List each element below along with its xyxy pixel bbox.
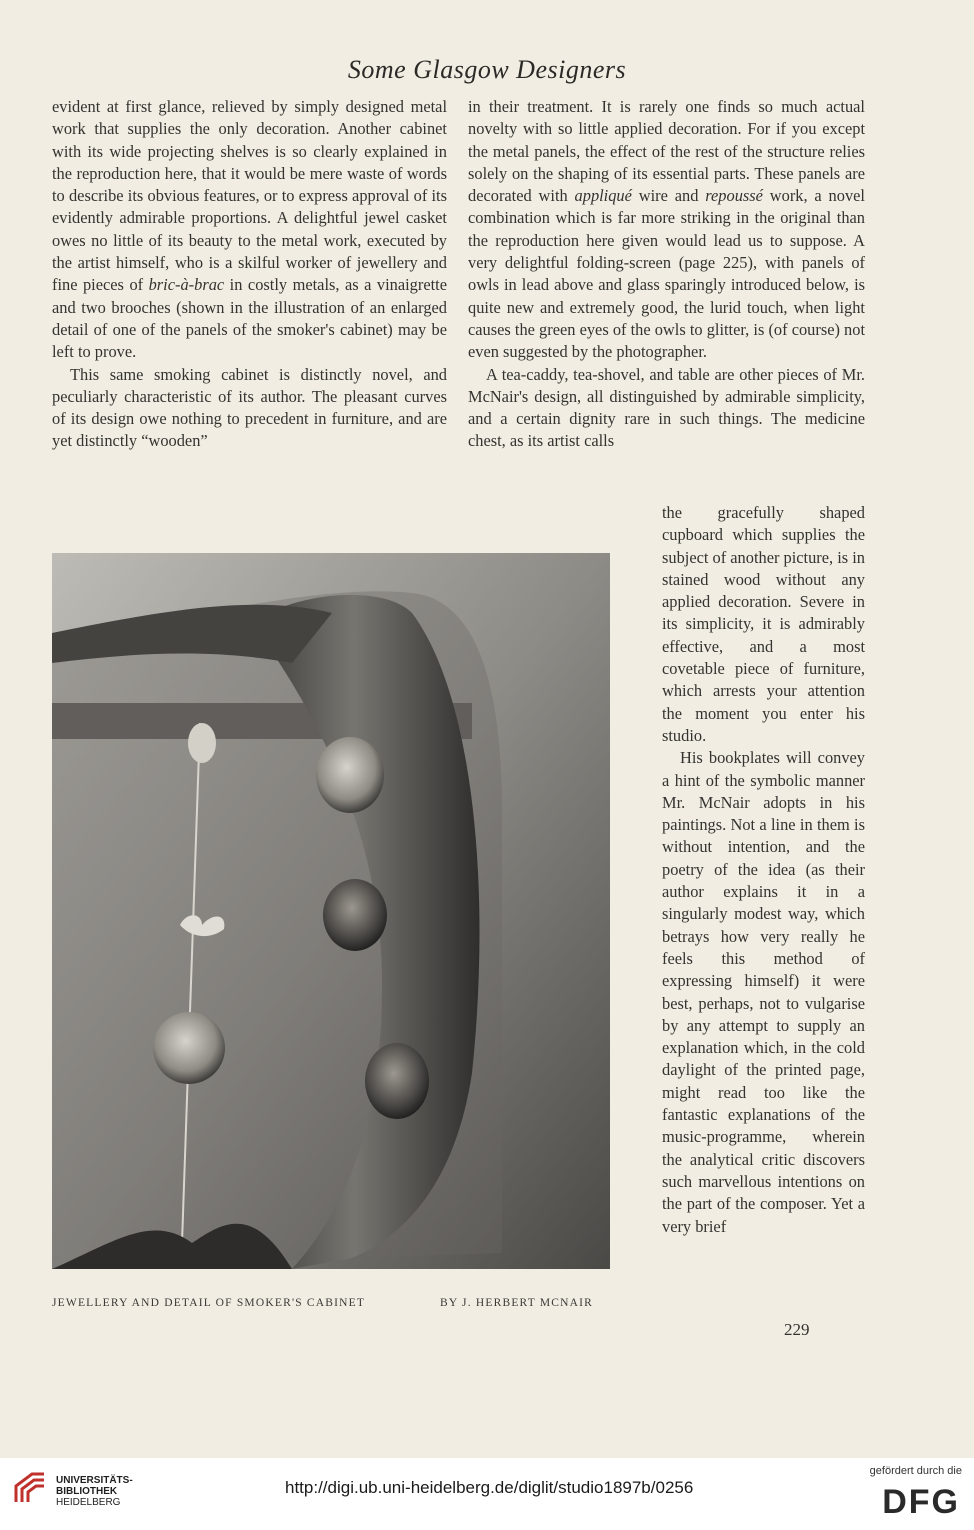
library-line: BIBLIOTHEK	[56, 1486, 118, 1497]
metal-panel-disc	[365, 1043, 429, 1119]
metal-panel-disc	[316, 737, 384, 813]
italic-term: repoussé	[705, 186, 763, 206]
funded-by-label: gefördert durch die	[869, 1465, 962, 1477]
brooch-pendant	[153, 1012, 225, 1084]
text-run: in their treatment. It is rarely one finds so much actual novelty with so little applied decoration. For if you except the metal panels, the effect of the rest of the structure relies solely on the shaping of its essential parts. These panels are decorated with	[468, 97, 865, 206]
text-run: in costly metals, as a vinaigrette and two brooches (shown in the illustration of an enlarged detail of one of the panels of the smoker's cabinet) may be left to prove.	[52, 275, 447, 362]
text-run: work, a novel combination which is far more striking in the original than the reproduction here given would lead us to suppose. A very delightful folding-screen (page 225), with panels of owls in lead above and glass sparingly introduced below, is quite new and extremely good, the lurid touch, when light causes the green eyes of the owls to glitter, is (of course) not even suggested by the photographer.	[468, 186, 865, 362]
metal-panel-disc	[323, 879, 387, 951]
page-number: 229	[784, 1320, 810, 1339]
vinaigrette-top	[188, 723, 216, 763]
narrow-paragraph-2: His bookplates will convey a hint of the symbolic manner Mr. McNair adopts in his paintings. Not a line in them is without intention, and the poetry of the idea (as their author explains it in a singularly modest way, which betrays how very really he feels this method of expressing himself) it were best, perhaps, not to vulgarise by any attempt to supply an explanation which, in the cold daylight of the printed page, might read too like the fantastic explanations of the music-programme, wherein the analytical critic discovers such marvellous intentions on the part of the composer. Yet a very brief	[662, 748, 865, 1236]
library-logo-icon	[10, 1468, 50, 1508]
page-title: Some Glasgow Designers	[347, 55, 627, 84]
narrow-paragraph-1: the gracefully shaped cupboard which supplies the subject of another picture, is in stained wood without any applied decoration. Severe in its simplicity, it is admirably effective, and a most covetable piece of furniture, which arrests your attention the moment you enter his studio.	[662, 503, 866, 745]
left-text-column	[52, 96, 447, 453]
left-paragraph-1	[52, 96, 447, 364]
digital-library-footer	[0, 1458, 974, 1530]
cabinet-illustration	[52, 553, 610, 1269]
right-paragraph-2: A tea-caddy, tea-shovel, and table are other pieces of Mr. McNair's design, all distinguished by admirable simplicity, and a certain dignity rare in such things. The medicine chest, as its artist calls	[468, 364, 865, 451]
library-line: UNIVERSITÄTS-	[56, 1475, 133, 1486]
italic-term: bric-à-brac	[148, 275, 225, 295]
italic-term: appliqué	[574, 186, 632, 206]
figure-caption: JEWELLERY AND DETAIL OF SMOKER'S CABINET	[52, 1297, 366, 1309]
permalink-url[interactable]: http://digi.ub.uni-heidelberg.de/diglit/studio1897b/0256	[285, 1478, 694, 1497]
text-run: evident at first glance, relieved by simply designed metal work that supplies the only decoration. Another cabinet with its wide projecting shelves is so clearly explained in the reproduction here, that it would be mere waste of words to describe its obvious features, or to express approval of its evidently admirable proportions. A delightful jewel casket owes no little of its beauty to the metal work, executed by the artist himself, who is a skilful worker of jewellery and fine pieces of	[52, 97, 447, 295]
dfg-logo: DFG	[882, 1483, 960, 1521]
cabinet-photograph	[52, 553, 610, 1269]
right-paragraph-1	[468, 96, 865, 364]
left-paragraph-2: This same smoking cabinet is distinctly novel, and peculiarly characteristic of its author. The pleasant curves of its design owe nothing to precedent in furniture, and are yet distinctly “wooden”	[52, 364, 447, 451]
library-line: HEIDELBERG	[56, 1497, 121, 1508]
figure-credit: BY J. HERBERT MCNAIR	[440, 1297, 594, 1309]
library-name	[56, 1475, 133, 1508]
narrow-text-column	[662, 502, 865, 1238]
right-text-column	[468, 96, 865, 453]
text-run: wire and	[631, 186, 706, 206]
